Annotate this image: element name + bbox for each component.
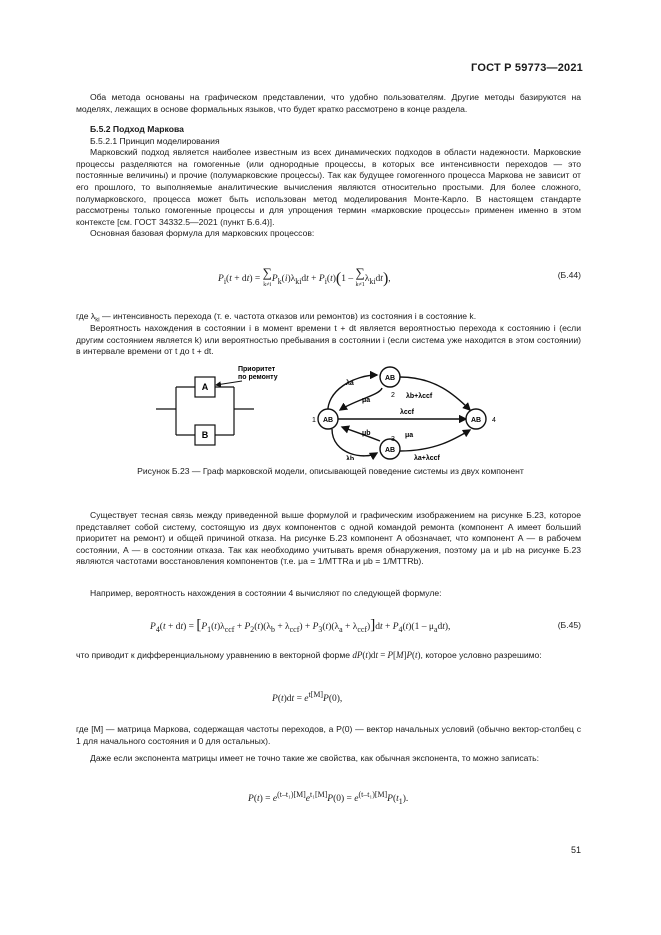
standard-header: ГОСТ Р 59773—2021: [471, 62, 583, 74]
equation-number-b45: (Б.45): [557, 620, 581, 630]
matrix-definition: где [M] — матрица Маркова, содержащая частоты переходов, а P(0) — вектор начальных условий (обычно вектор-столбец с 1 для начального состояния и 0 для остальных).: [76, 724, 581, 746]
page-number: 51: [570, 845, 581, 855]
exponent-formula: $P(t) = e^{(t-t_1)[M]}e^{t_1[M]}P(0) = e^{(t-t_1)[M]}P(t_1)$.: [248, 790, 409, 807]
intro-paragraph: Оба метода основаны на графическом представлении, что удобно пользователям. Другие методы базируются на моделях, лежащих в основе формальных языков, что будет кратко рассмотрено в конце раздела.: [76, 92, 581, 114]
solution-formula: $P(t)dt = e^{t[M]}P(0)$,: [272, 690, 343, 705]
rate-mu-b: μb: [362, 430, 371, 437]
state-number-2: 2: [391, 392, 395, 399]
figure-caption: Рисунок Б.23 — Граф марковской модели, описывающей поведение системы из двух компонент: [137, 466, 524, 476]
differential-text-rest: , которое условно разрешимо:: [420, 650, 542, 660]
section-b52: [76, 124, 581, 240]
probability-paragraph: Вероятность нахождения в состоянии i в момент времени t + dt является вероятностью перехода к состоянию i (если другим состоянием является k) или вероятностью пребывания в состоянии i (если система уже находится в этом состоянии) в интервале времени от t до t + dt.: [76, 323, 581, 357]
formula-b45: $P_4(t + dt) = [P_1(t)\lambda_{ccf} + P_2(t)(\lambda_b + \lambda_{ccf}) + P_3(t)(\lambda_a + \lambda_{ccf})]dt + P_4(t)(1 - \mu_adt)$,: [150, 617, 451, 634]
subsection-heading: Б.5.2.1 Принцип моделирования: [90, 135, 220, 146]
system-paragraph: Существует тесная связь между приведенной выше формулой и графическим изображением на рисунке Б.23, которое представляет собой систему, состоящую из двух компонентов с одной командой ремонта (компонент A имеет больший приоритет на ремонт) и общей причиной отказа. На рисунке Б.23 компонент A обозначает, что компонент A — в рабочем состоянии, A — в состоянии отказа. Так как необходимо учитывать время обнаружения, поэтому μa и μb на рисунке Б.23 являются частотами восстановления компонентов (т.е. μa = 1/MTTRa и μb = 1/MTTRb).: [76, 510, 581, 567]
state-3-label: AB: [384, 447, 396, 454]
rate-lambda-a-top: λa: [346, 380, 354, 387]
formula-b44: $P_i(t + dt)$ = ∑ $k\ne iP_k(i)\lambda_{ki}dt + P_i(t)(1$ – ∑ $k\ne 1\lambda_{ki}dt$),: [218, 265, 391, 288]
differential-paragraph: [76, 650, 581, 662]
rate-mu-a-top: μa: [362, 397, 371, 404]
state-number-1: 1: [312, 417, 316, 424]
differential-text: что приводит к дифференциальному уравнению в векторной форме: [76, 650, 351, 660]
block-b-label: B: [201, 430, 209, 440]
state4-intro: Например, вероятность нахождения в состоянии 4 вычисляют по следующей формуле:: [90, 588, 442, 598]
priority-label-1: Приоритет: [238, 366, 276, 373]
state-1-label: AB: [322, 417, 334, 424]
rate-lambda-b-ccf: λb+λccf: [406, 393, 433, 400]
markov-graph: [312, 367, 496, 460]
vector-equation: dP(t)dt = P[M]P(t): [352, 650, 421, 660]
exponent-paragraph: Даже если экспонента матрицы имеет не точно такие же свойства, как обычная экспонента, то можно записать:: [90, 753, 540, 763]
state-number-4: 4: [492, 417, 496, 424]
markov-paragraph: Марковский подход является наиболее известным из всех динамических подходов в области надежности. Марковские процессы разделяются на гомогенные (или однородные процессы, в которых все интенсивности переходов — это постоянные величины) и прочие (полумарковские процессы). Так как будущее гомогенного процесса Маркова не зависит от его прошлого, то выполняемые аналитические вычисления являются относительно простыми. Для более сложного, полумарковского, процесса может быть использован метод моделирования Монте-Карло. В настоящем стандарте рассмотрены только гомогенные процессы и для упрощения термин «марковские процессы» применен именно в этом контексте [см. ГОСТ 34332.5—2021 (пункт Б.6.4)].: [76, 147, 581, 227]
where-text: где λ: [76, 311, 96, 321]
equation-number-b44: (Б.44): [557, 270, 581, 280]
rate-lambda-a-ccf: λa+λccf: [414, 455, 440, 460]
block-a-label: A: [201, 382, 209, 392]
section-heading: Б.5.2 Подход Маркова: [90, 124, 184, 134]
basic-formula-intro: Основная базовая формула для марковских процессов:: [90, 228, 315, 239]
where-text-rest: — интенсивность перехода (т. е. частота отказов или ремонтов) из состояния i в состояние k.: [99, 311, 477, 321]
state-4-label: AB: [470, 417, 482, 424]
rate-lambda-b: λb: [346, 456, 355, 460]
priority-label-2: по ремонту: [238, 374, 278, 381]
where-subscript: ki: [95, 317, 100, 324]
rate-mu-a-bottom: μa: [405, 432, 414, 439]
state-number-3: 3: [391, 436, 395, 443]
figure-b23: [150, 365, 570, 460]
reliability-block-diagram: [156, 366, 278, 445]
state-2-label: AB: [384, 375, 396, 382]
rate-lambda-ccf: λccf: [400, 409, 415, 416]
